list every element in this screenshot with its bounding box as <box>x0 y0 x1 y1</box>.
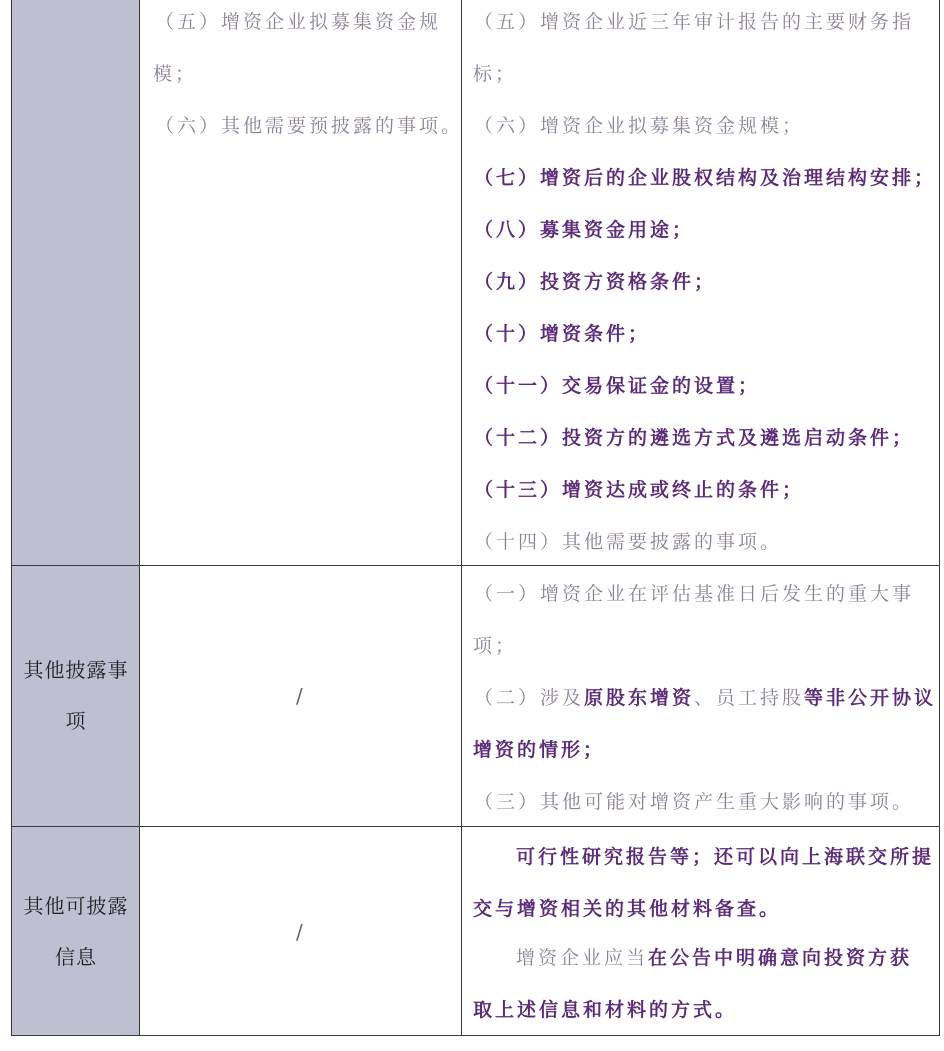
row3-right-line: 可行性研究报告等；还可以向上海联交所提 <box>516 846 935 868</box>
row2-right-line: 项； <box>473 635 518 657</box>
row1-right-line: （十二）投资方的遴选方式及遴选启动条件； <box>474 427 915 449</box>
row3-right-line: 取上述信息和材料的方式。 <box>473 999 738 1021</box>
row2-empty-slash: / <box>296 684 303 708</box>
row1-right-line: （十四）其他需要披露的事项。 <box>474 531 783 553</box>
row1-mid-line: （五）增资企业拟募集资金规 <box>155 11 442 33</box>
row3-right-seg: 在公告中明确意向投资方获 <box>648 947 913 969</box>
row1-right-line: （九）投资方资格条件； <box>474 271 717 293</box>
row1-right-line: （十三）增资达成或终止的条件； <box>474 479 805 501</box>
row1-right-line: （十）增资条件； <box>474 323 651 345</box>
row2-label-line2: 项 <box>65 709 87 733</box>
row1-right-line: （五）增资企业近三年审计报告的主要财务指 <box>474 11 915 33</box>
label-column <box>12 0 140 1035</box>
row2-right-line <box>474 686 936 710</box>
column-divider <box>461 0 462 1036</box>
row3-right-seg: 增资企业应当 <box>516 947 649 969</box>
row3-empty-slash: / <box>296 920 303 944</box>
row3-label-line2: 信息 <box>55 945 97 969</box>
table-right-border <box>939 0 940 1036</box>
table-left-border <box>11 0 12 1036</box>
row3-right-line <box>516 946 912 970</box>
row1-mid-line: 模； <box>153 63 198 85</box>
row2-right-line: （三）其他可能对增资产生重大影响的事项。 <box>474 791 915 813</box>
row-divider <box>11 826 940 827</box>
table-bottom-border <box>11 1035 940 1036</box>
row1-right-line: （十一）交易保证金的设置； <box>474 375 761 397</box>
row2-right-seg: 原股东增资 <box>584 687 695 709</box>
row2-right-seg: 等非公开协议 <box>804 687 937 709</box>
row-divider <box>11 565 940 566</box>
row2-right-seg: 、员工持股 <box>694 687 805 709</box>
row1-right-line: （六）增资企业拟募集资金规模； <box>474 115 805 137</box>
row2-right-seg: （二）涉及 <box>474 687 585 709</box>
row1-right-line: 标； <box>473 63 518 85</box>
row1-mid-line: （六）其他需要预披露的事项。 <box>155 115 464 137</box>
row2-label-line1: 其他披露事 <box>23 658 129 682</box>
row3-right-line: 交与增资相关的其他材料备查。 <box>473 898 782 920</box>
row3-label-line1: 其他可披露 <box>23 894 129 918</box>
row1-right-line: （八）募集资金用途； <box>474 219 695 241</box>
row2-right-line: 增资的情形； <box>473 739 606 761</box>
row2-right-line: （一）增资企业在评估基准日后发生的重大事 <box>474 583 915 605</box>
row1-right-line: （七）增资后的企业股权结构及治理结构安排； <box>474 167 937 189</box>
